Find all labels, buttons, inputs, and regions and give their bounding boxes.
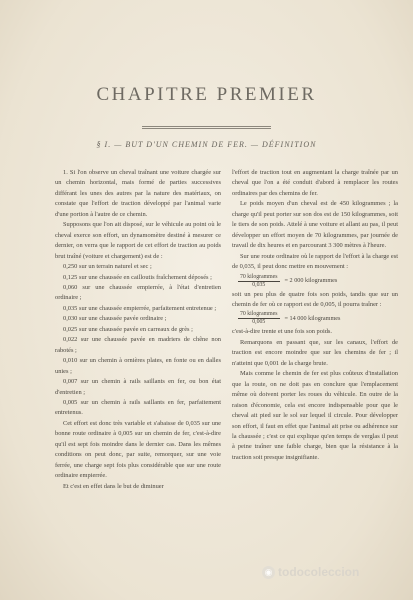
fraction-2-numerator: 70 kilogrammes — [240, 311, 278, 318]
paragraph: Mais comme le chemin de fer est plus coûteux d'installation que la route, on ne doit pas en conclure que l'emplacement même où doivent porter les roues du véhicule. En outre de la raison d'économie, cela est encore indispensable pour que le cheval ait pied sur le sol sur lequel il circule. Pour développer son effort, il faut en effet que l'animal ait prise ou adhérence sur la chaussée ; c'est ce qui explique qu'en temps de verglas il peut à peine traîner une faible charge, bien que la résistance à la traction soit presque insignifiante. — [232, 370, 398, 461]
fraction-2-denominator: 0,005 — [252, 319, 266, 326]
paragraph: 0,025 sur une chaussée pavée en carreaux de grès ; — [63, 325, 193, 333]
paragraph: Remarquons en passant que, sur les canaux, l'effort de traction est encore moindre que sur les chemins de fer ; il n'atteint que 0,001 de la charge brute. — [232, 338, 398, 367]
fraction-1-result: = 2 000 kilogrammes — [284, 276, 338, 284]
right-text-column — [232, 168, 398, 463]
fraction-1 — [238, 274, 280, 289]
equation-2 — [238, 311, 398, 326]
right-column-middle — [232, 290, 398, 311]
right-column-bottom — [232, 327, 398, 463]
paragraph: 0,035 sur une chaussée empierrée, parfaitement entretenue ; — [63, 304, 217, 312]
paragraph: 0,005 sur un chemin à rails saillants en fer, parfaitement entretenus. — [55, 398, 221, 417]
section-heading: § I. — BUT D'UN CHEMIN DE FER. — DÉFINITION — [96, 140, 317, 149]
watermark-text: todocoleccion — [278, 565, 360, 579]
left-text-column — [55, 168, 221, 492]
watermark-logo-icon: ◉ — [262, 566, 275, 579]
paragraph: Supposons que l'on ait disposé, sur le véhicule au point où le cheval exerce son effort, un dynamomètre destiné à mesurer ce dernier, on verra que le rapport de cet effort de traction au poids brut traîné (voiture et chargement) est de : — [55, 221, 221, 260]
title-rule-top — [142, 126, 271, 127]
paragraph: 0,007 sur un chemin à rails saillants en fer, ou bon état d'entretien ; — [55, 378, 221, 396]
paragraph: 0,030 sur une chaussée pavée ordinaire ; — [63, 315, 167, 323]
equation-1 — [238, 274, 398, 289]
paragraph: Et c'est en effet dans le but de diminuer — [63, 482, 164, 490]
fraction-1-numerator: 70 kilogrammes — [240, 273, 278, 280]
fraction-2-result: = 14 000 kilogrammes — [284, 314, 341, 322]
paragraph: 0,022 sur une chaussée pavée en madriers de chêne non rabotés ; — [55, 336, 221, 354]
paragraph: 1. Si l'on observe un cheval traînant une voiture chargée sur un chemin horizontal, mais formé de parties successives différant les unes des autres par la nature des matériaux, on constate que l'effort de traction développé par l'animal varie d'une portion à l'autre de ce chemin. — [55, 169, 221, 218]
paragraph: 0,250 sur un terrain naturel et sec ; — [63, 263, 152, 271]
fraction-2 — [238, 311, 280, 326]
fraction-1-denominator: 0,035 — [252, 281, 266, 288]
paragraph: Sur une route ordinaire où le rapport de l'effort à la charge est de 0,035, il peut donc mettre en mouvement : — [232, 252, 398, 271]
right-column-top — [232, 168, 398, 273]
paragraph: 0,010 sur un chemin à ornières plates, en fonte ou en dalles unies ; — [55, 357, 221, 375]
paragraph: 0,060 sur une chaussée empierrée, à l'état d'entretien ordinaire ; — [55, 283, 221, 302]
paragraph: c'est-à-dire trente et une fois son poids. — [232, 328, 332, 336]
paragraph: Cet effort est donc très variable et s'abaisse de 0,035 sur une bonne route ordinaire à 0,005 sur un chemin de fer, c'est-à-dire qu'il est sept fois moindre dans le dernier cas. Dans les mêmes conditions on peut donc, par suite, remorquer, sur une voie ferrée, une charge sept fois plus considérable que sur une route ordinaire empierrée. — [55, 419, 221, 480]
paragraph: Le poids moyen d'un cheval est de 450 kilogrammes ; la charge qu'il peut porter sur son dos est de 150 kilogrammes, soit le tiers de son poids. Attelé à une voiture et allant au pas, il peut développer un effort moyen de 70 kilogrammes, par journée de travail de dix heures et en parcourant 3 300 mètres à l'heure. — [232, 200, 398, 250]
paragraph: l'effort de traction tout en augmentant la charge traînée par un cheval que l'on a été conduit d'abord à remplacer les routes ordinaires par des chemins de fer. — [232, 169, 398, 197]
paragraph: soit un peu plus de quatre fois son poids, tandis que sur un chemin de fer où ce rapport est de 0,005, il pourra traîner : — [232, 290, 398, 308]
chapter-title: CHAPITRE PREMIER — [96, 84, 317, 105]
title-rule-bottom — [142, 128, 271, 129]
watermark — [262, 565, 359, 579]
paragraph: 0,125 sur une chaussée en cailloutis fraîchement déposés ; — [63, 273, 212, 281]
